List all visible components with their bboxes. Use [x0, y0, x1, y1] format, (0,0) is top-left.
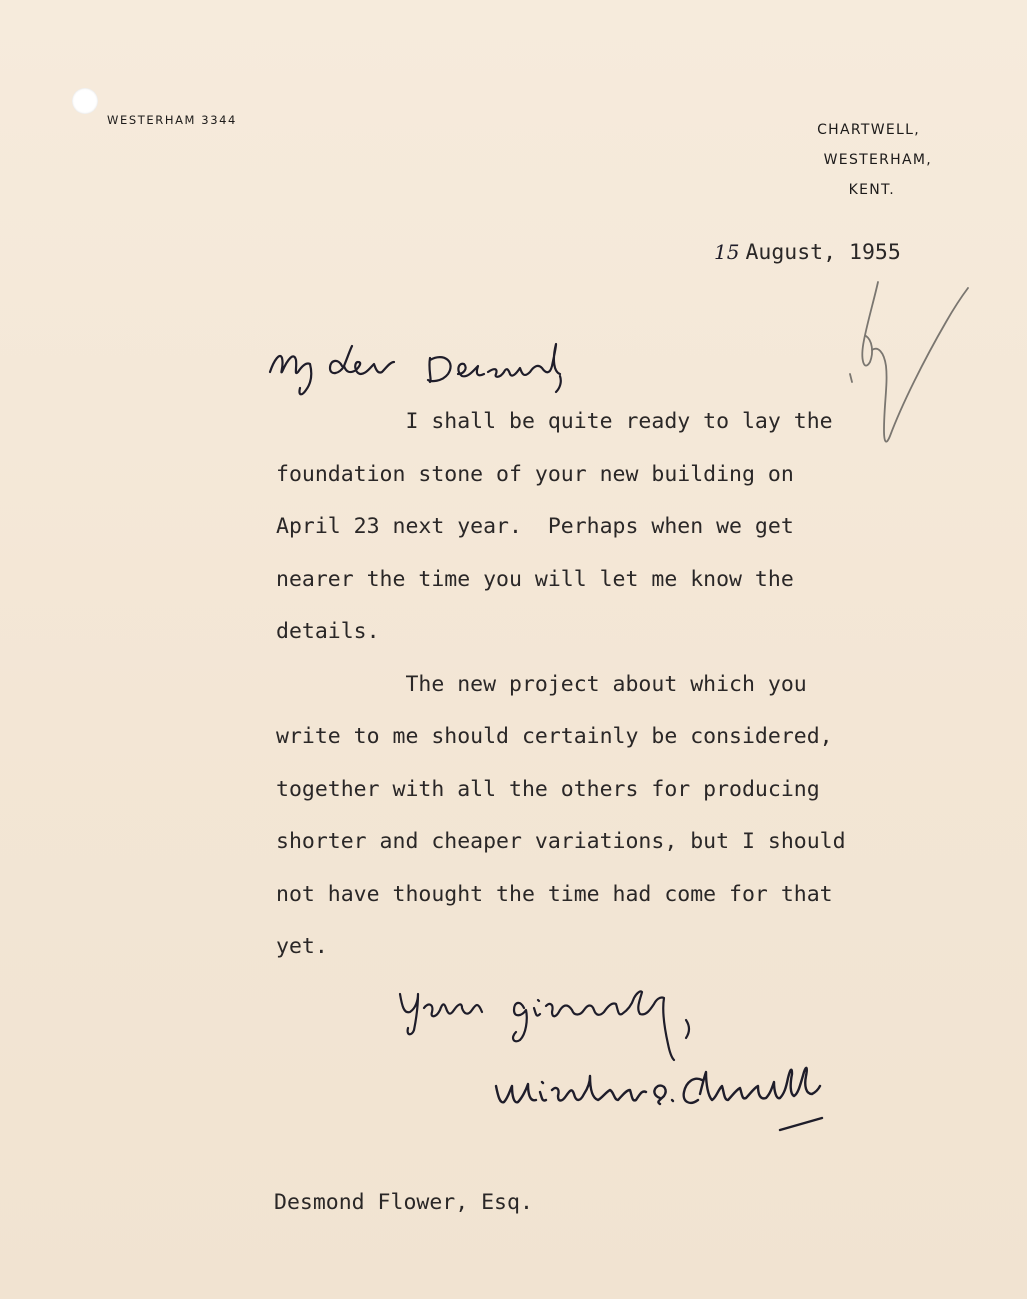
- salutation-handwritten: [270, 344, 561, 394]
- body-line: shorter and cheaper variations, but I should: [276, 829, 846, 854]
- address-line: CHARTWELL,: [817, 122, 920, 138]
- date-month-year: August, 1955: [745, 240, 901, 265]
- signature-handwritten: [496, 1068, 822, 1130]
- letterhead-telephone: WESTERHAM 3344: [107, 113, 237, 127]
- body-line: I shall be quite ready to lay the: [276, 409, 833, 434]
- date-day-handwritten: 15: [714, 240, 740, 264]
- body-line: not have thought the time had come for that: [276, 881, 833, 907]
- letter-body: [276, 396, 896, 974]
- body-line: details.: [276, 619, 380, 644]
- body-line: The new project about which you: [276, 671, 807, 697]
- closing-handwritten: [400, 991, 689, 1060]
- address-line: KENT.: [848, 182, 895, 198]
- letter-date: [714, 240, 901, 265]
- body-line: write to me should certainly be considered,: [276, 724, 833, 749]
- body-line: foundation stone of your new building on: [276, 461, 794, 487]
- punch-hole: [72, 88, 98, 114]
- body-line: yet.: [276, 934, 328, 959]
- body-line: April 23 next year. Perhaps when we get: [276, 514, 794, 539]
- addressee: Desmond Flower, Esq.: [274, 1190, 533, 1215]
- address-line: WESTERHAM,: [823, 152, 932, 168]
- body-line: together with all the others for producing: [276, 776, 820, 802]
- letterhead-address: [817, 115, 932, 205]
- body-line: nearer the time you will let me know the: [276, 566, 794, 592]
